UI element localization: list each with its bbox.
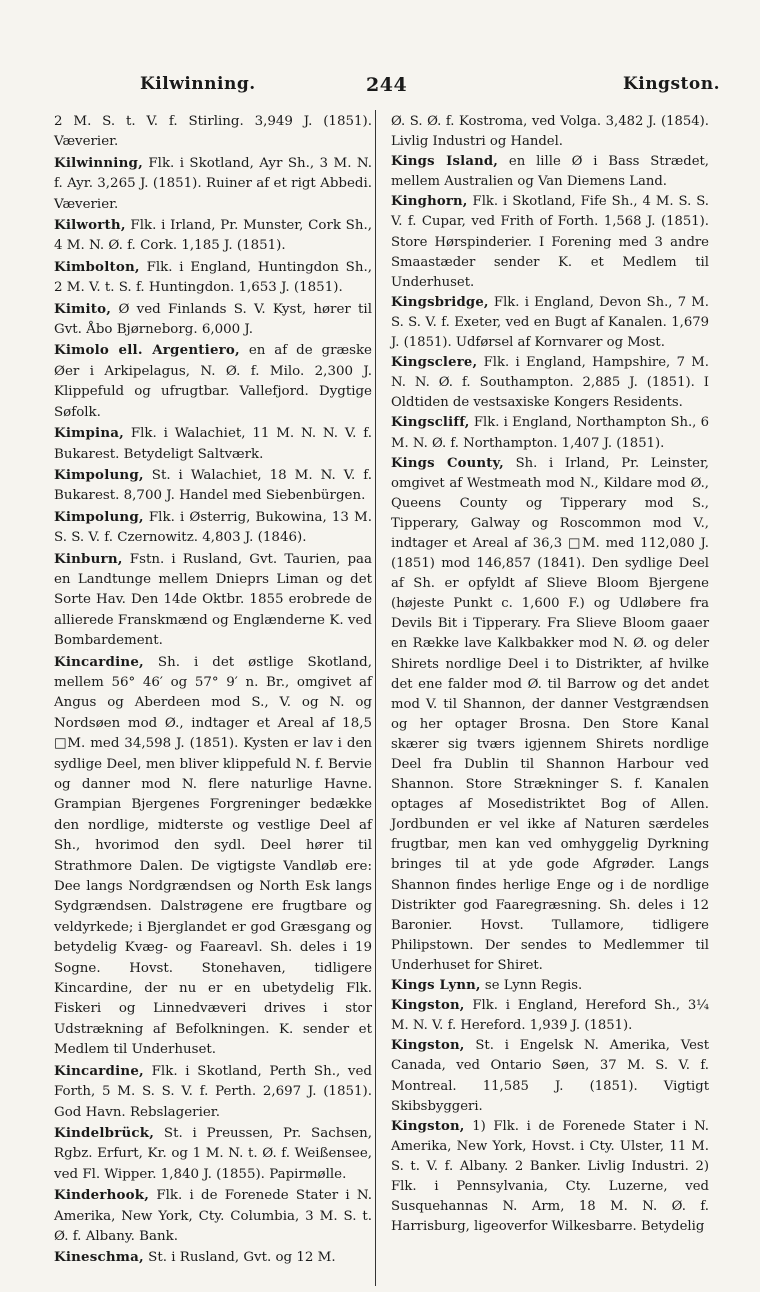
dictionary-entry: [54, 340, 372, 423]
dictionary-entry: [391, 1117, 709, 1238]
dictionary-entry: [391, 112, 709, 152]
entry-text: Flk. i Walachiet, 11 M. N. N. V. f. Bukarest. Betydeligt Saltværk.: [54, 426, 372, 462]
dictionary-entry: [391, 293, 709, 353]
entry-headword: Kindelbrück,: [54, 1124, 155, 1141]
dictionary-entry: [54, 1061, 372, 1123]
entry-text: St. i Rusland, Gvt. og 12 M.: [143, 1250, 336, 1266]
dictionary-entry: [54, 652, 372, 1061]
entry-headword: Kimito,: [54, 300, 112, 317]
dictionary-entry: [54, 112, 372, 153]
dictionary-entry: [54, 299, 372, 341]
entry-text: Flk. i Østerrig, Bukowina, 13 M. S. S. V. f. Czernowitz. 4,803 J. (1846).: [54, 509, 372, 546]
entry-headword: Kingsbridge,: [391, 294, 489, 310]
column-divider: [375, 110, 376, 1286]
entry-text: en af de græske Øer i Arkipelagus, N. Ø. f. Milo. 2,300 J. Klippefuld og ufrugtbar. Vallefjord. Dygtige Søfolk.: [54, 343, 372, 420]
entry-text: St. i Preussen, Pr. Sachsen, Rgbz. Erfurt, Kr. og 1 M. N. t. Ø. f. Weißensee, ved Fl. Wipper. 1,840 J. (1855). Papirmølle.: [54, 1125, 372, 1182]
dictionary-entry: [391, 996, 709, 1036]
entry-headword: Kincardine,: [54, 653, 144, 670]
entry-headword: Kimpolung,: [54, 466, 144, 483]
entry-headword: Kingsclere,: [391, 355, 478, 371]
entry-text: Ø ved Finlands S. V. Kyst, hører til Gvt. Åbo Bjørneborg. 6,000 J.: [54, 301, 372, 338]
entry-headword: Kilworth,: [54, 217, 126, 234]
entry-text: St. i Walachiet, 18 M. N. V. f. Bukarest. 8,700 J. Handel med Siebenbürgen.: [54, 467, 372, 504]
entry-text: Flk. i de Forenede Stater i N. Amerika, New York, Cty. Columbia, 3 M. S. t. Ø. f. Albany. Bank.: [54, 1188, 372, 1244]
entry-headword: Kimpina,: [54, 425, 125, 442]
dictionary-entry: [54, 507, 372, 549]
entry-text: Sh. i det østlige Skotland, mellem 56° 46′ og 57° 9′ n. Br., omgivet af Angus og Aberdeen mod S., V. og N. og Nordsøen mod Ø., indtager et Areal af 18,5 □M. med 34,598 J. (1851). Kysten er lav i den sydlige Deel, men bliver klippefuld N. f. Bervie og danner mod N. flere naturlige Havne. Grampian Bjergenes Forgreninger bedække den nordlige, midterste og vestlige Deel af Sh., hvorimod den sydl. Deel hører til Strathmore Dalen. De vigtigste Vandløb ere: Dee langs Nordgrændsen og North Esk langs Sydgrændsen. Dalstrøgene ere frugtbare og veldyrkede; i Bjerglandet er god Græsgang og betydelig Kvæg- og Faareavl. Sh. deles i 19 Sogne. Hovst. Stonehaven, tidligere Kincardine, der nu er en ubetydelig Flk. Fiskeri og Linnedvæveri drives i stor Udstrækning af Befolkningen. K. sender et Medlem til Underhuset.: [54, 654, 372, 1058]
header-left-catchword: Kilwinning.: [140, 74, 256, 94]
entry-headword: Kings Island,: [391, 154, 499, 170]
dictionary-entry: [54, 465, 372, 507]
dictionary-entry: [54, 1123, 372, 1185]
entry-headword: Kincardine,: [54, 1062, 144, 1079]
dictionary-entry: [54, 1185, 372, 1247]
page-header: [48, 74, 720, 102]
entry-headword: Kineschma,: [54, 1249, 144, 1266]
entry-headword: Kimbolton,: [54, 258, 140, 275]
entry-headword: Kingston,: [391, 1038, 465, 1054]
page-number: 244: [366, 74, 408, 96]
dictionary-entry: [391, 413, 709, 453]
entry-text: Flk. i Irland, Pr. Munster, Cork Sh., 4 M. N. Ø. f. Cork. 1,185 J. (1851).: [54, 218, 372, 254]
dictionary-entry: [391, 454, 709, 976]
dictionary-entry: [391, 152, 709, 192]
dictionary-entry: [391, 353, 709, 413]
dictionary-entry: [391, 192, 709, 292]
header-right-catchword: Kingston.: [622, 74, 720, 94]
dictionary-entry: [54, 1247, 372, 1268]
dictionary-entry: [391, 976, 709, 996]
dictionary-entry: [54, 153, 372, 215]
entry-headword: Kingston,: [391, 1118, 465, 1134]
dictionary-entry: [54, 549, 372, 652]
entry-text: Sh. i Irland, Pr. Leinster, omgivet af Westmeath mod N., Kildare mod Ø., Queens County og Tipperary mod S., Tipperary, Galway og Roscommon mod V., indtager et Areal af 36,3 □M. med 112,080 J. (1851) mod 146,857 (1841). Den sydlige Deel af Sh. er opfyldt af Slieve Bloom Bjergene (højeste Punkt c. 1,600 F.) og Udløbere fra Devils Bit i Tipperary. Fra Slieve Bloom gaaer en Række lave Kalkbakker mod N. Ø. og deler Shirets nordlige Deel i to Distrikter, af hvilke det ene falder mod Ø. til Barrow og det andet mod V. til Shannon, der danner Vestgrændsen og her optager Brosna. Den Store Kanal skærer sig tværs igjennem Shirets nordlige Deel fra Dublin til Shannon Harbour ved Shannon. Store Strækninger S. f. Kanalen optages af Mosedistriktet Bog of Allen. Jordbunden er vel ikke af Naturen særdeles frugtbar, men kan ved omhyggelig Dyrkning bringes til at yde gode Afgrøder. Langs Shannon findes herlige Enge og i de nordlige Distrikter god Faaregræsning. Sh. deles i 12 Baronier. Hovst. Tullamore, tidligere Philipstown. Der sendes to Medlemmer til Underhuset for Shiret.: [391, 455, 709, 973]
entry-text: Flk. i Skotland, Fife Sh., 4 M. S. S. V. f. Cupar, ved Frith of Forth. 1,568 J. (1851). Store Hørspinderier. I Forening med 3 andre Smaastæder sender K. et Medlem til Underhuset.: [391, 194, 709, 290]
entry-text: Flk. i England, Hereford Sh., 3¼ M. N. V. f. Hereford. 1,939 J. (1851).: [391, 998, 709, 1034]
entry-headword: Kinburn,: [54, 550, 123, 567]
entry-text: Flk. i England, Hampshire, 7 M. N. N. Ø. f. Southampton. 2,885 J. (1851). I Oldtiden de vestsaxiske Kongers Residents.: [391, 355, 709, 411]
entry-headword: Kingston,: [391, 998, 465, 1014]
entry-headword: Kings County,: [391, 455, 504, 471]
entry-text: Flk. i Skotland, Ayr Sh., 3 M. N. f. Ayr. 3,265 J. (1851). Ruiner af et rigt Abbedi. Væverier.: [54, 155, 372, 212]
entry-headword: Kimpolung,: [54, 508, 144, 525]
entry-headword: Kimolo ell. Argentiero,: [54, 342, 240, 359]
entry-text: 2 M. S. t. V. f. Stirling. 3,949 J. (1851). Væverier.: [54, 114, 372, 150]
entry-headword: Kinderhook,: [54, 1187, 150, 1204]
entry-headword: Kinghorn,: [391, 194, 468, 210]
entry-headword: Kingscliff,: [391, 415, 470, 431]
entry-text: 1) Flk. i de Forenede Stater i N. Amerika, New York, Hovst. i Cty. Ulster, 11 M. S. t. V. f. Albany. 2 Banker. Livlig Industri. 2) Flk. i Pennsylvania, Cty. Luzerne, ved Susquehannas N. Arm, 18 M. N. Ø. f. Harrisburg, ligeoverfor Wilkesbarre. Betydelig: [391, 1118, 709, 1235]
dictionary-entry: [54, 257, 372, 299]
left-column: [54, 112, 372, 1269]
entry-text: se Lynn Regis.: [480, 978, 583, 994]
entry-text: Flk. i England, Devon Sh., 7 M. S. S. V. f. Exeter, ved en Bugt af Kanalen. 1,679 J. (1851). Udførsel af Kornvarer og Most.: [391, 294, 709, 351]
dictionary-entry: [391, 1036, 709, 1116]
entry-text: Flk. i England, Northampton Sh., 6 M. N. Ø. f. Northampton. 1,407 J. (1851).: [391, 415, 709, 451]
dictionary-entry: [54, 215, 372, 257]
entry-text: en lille Ø i Bass Strædet, mellem Australien og Van Diemens Land.: [391, 154, 709, 190]
entry-text: Fstn. i Rusland, Gvt. Taurien, paa en Landtunge mellem Dnieprs Liman og det Sorte Hav. Den 14de Oktbr. 1855 erobrede de allierede Franskmænd og Englænderne K. ved Bombardement.: [54, 551, 372, 649]
right-column: [391, 112, 709, 1237]
entry-text: Flk. i England, Huntingdon Sh., 2 M. V. t. S. f. Huntingdon. 1,653 J. (1851).: [54, 259, 372, 296]
dictionary-entry: [54, 423, 372, 465]
entry-text: Flk. i Skotland, Perth Sh., ved Forth, 5 M. S. S. V. f. Perth. 2,697 J. (1851). God Havn. Rebslagerier.: [54, 1063, 372, 1120]
entry-text: Ø. S. Ø. f. Kostroma, ved Volga. 3,482 J. (1854). Livlig Industri og Handel.: [391, 114, 709, 150]
entry-headword: Kilwinning,: [54, 154, 143, 171]
entry-text: St. i Engelsk N. Amerika, Vest Canada, ved Ontario Søen, 37 M. S. V. f. Montreal. 11,585 J. (1851). Vigtigt Skibsbyggeri.: [391, 1038, 709, 1114]
entry-headword: Kings Lynn,: [391, 978, 481, 994]
